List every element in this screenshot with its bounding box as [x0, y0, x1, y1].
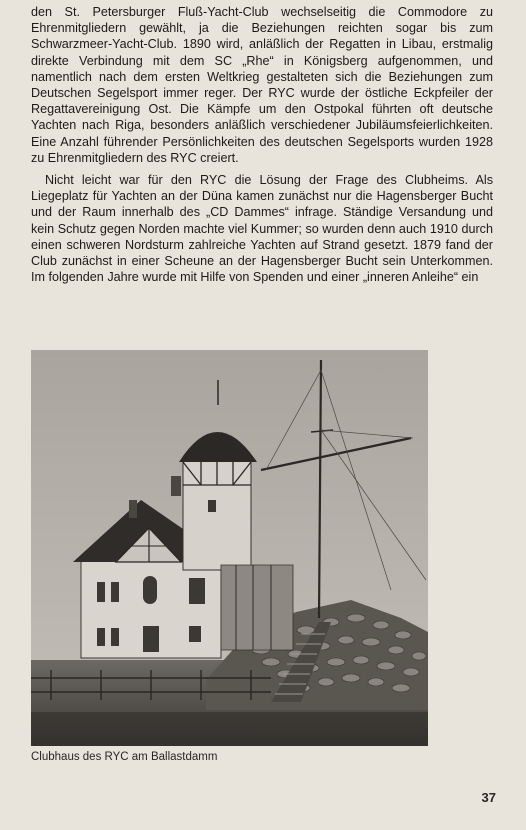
- paragraph-1: den St. Petersburger Fluß-Yacht-Club wechselseitig die Commodore zu Ehrenmitgliedern gewählt, ja die Beziehungen reichten sogar bis zum Schwarzmeer-Yacht-Club. 1890 wird, anläßlich der Regatten in Libau, erstmalig direkte Verbindung mit dem SC „Rhe“ in Königsberg aufgenommen, und namentlich nach dem ersten Weltkrieg gestalteten sich die Beziehungen zum Deutschen Segelsport immer reger. Der RYC wurde der östliche Eckpfeiler der Regattavereinigung Ost. Die Kämpfe um den Ostpokal führten oft deutsche Yachten nach Riga, besonders anläßlich verschiedener Jubiläumsfeierlichkeiten. Eine Anzahl führender Persönlichkeiten des deutschen Segelsports wurden 1928 zu Ehrenmitgliedern des RYC creiert.: [31, 5, 493, 165]
- paragraph-2: Nicht leicht war für den RYC die Lösung der Frage des Clubheims. Als Liegeplatz für Yachten an der Düna kamen zunächst nur die Hagensberger Bucht und der Raum innerhalb des „CD Dammes“ infrage. Ständige Versandung und kein Schutz gegen Norden machte viel Kummer; so wurden denn auch 1910 durch einen schweren Nordsturm zahlreiche Yachten auf Strand gesetzt. 1879 fand der Club zunächst in einer Scheune an der Hagensberger Bucht sein Unterkommen. Im folgenden Jahre wurde mit Hilfe von Spenden und einer „inneren Anleihe“ ein: [31, 173, 493, 285]
- page-number: 37: [481, 790, 496, 805]
- photo-caption: Clubhaus des RYC am Ballastdamm: [31, 751, 218, 763]
- body-text: [31, 4, 493, 291]
- clubhouse-photo: [31, 350, 428, 746]
